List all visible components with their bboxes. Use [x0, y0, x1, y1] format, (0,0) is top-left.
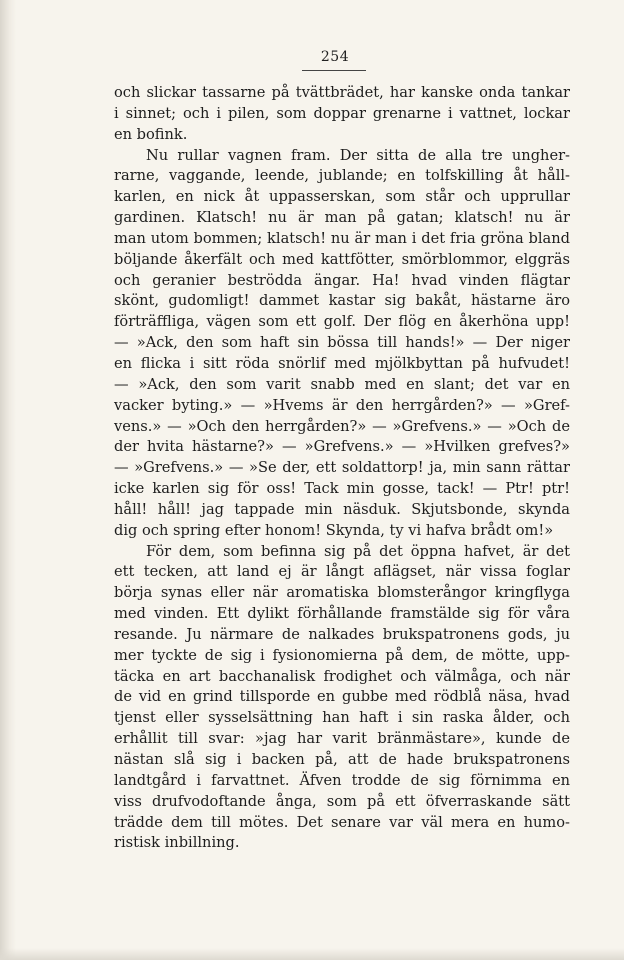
text-line: i sinnet; och i pilen, som doppar grenarne i vattnet, lockar	[114, 104, 570, 122]
page-binding-shadow	[0, 0, 16, 960]
text-line: Nu rullar vagnen fram. Der sitta de alla tre ungher-	[146, 146, 570, 164]
text-line: landtgård i farvattnet. Äfven trodde de sig förnimma en	[114, 771, 570, 789]
text-line: täcka en art bacchanalisk frodighet och välmåga, och när	[114, 667, 570, 685]
text-line: förträffliga, vägen som ett golf. Der flög en åkerhöna upp!	[114, 313, 570, 331]
text-line: nästan slå sig i backen på, att de hade brukspatronens	[114, 751, 570, 768]
text-line: ristisk inbillning.	[114, 834, 240, 852]
text-line: och slickar tassarne på tvättbrädet, har kanske onda tankar	[114, 84, 570, 101]
text-line: gardinen. Klatsch! nu är man på gatan; klatsch! nu är	[114, 209, 570, 227]
text-line: — »Grefvens.» — »Se der, ett soldattorp! ja, min sann rättar	[114, 459, 570, 477]
text-line: viss drufvodoftande ånga, som på ett öfverraskande sätt	[114, 792, 570, 810]
body-text	[114, 83, 570, 854]
text-line: håll! håll! jag tappade min näsduk. Skjutsbonde, skynda	[114, 500, 570, 518]
text-line: rarne, vaggande, leende, jublande; en tolfskilling åt håll-	[114, 167, 570, 185]
text-line: tjenst eller sysselsättning han haft i sin raska ålder, och	[114, 709, 570, 727]
text-line: trädde dem till mötes. Det senare var väl mera en humo-	[114, 813, 570, 831]
text-line: man utom bommen; klatsch! nu är man i det fria gröna bland	[114, 229, 570, 247]
text-line: böljande åkerfält och med kattfötter, smörblommor, elggräs	[114, 250, 570, 268]
text-line: För dem, som befinna sig på det öppna hafvet, är det	[146, 542, 570, 560]
text-line: och geranier beströdda ängar. Ha! hvad vinden flägtar	[114, 271, 570, 289]
text-line: karlen, en nick åt uppasserskan, som står och upprullar	[114, 188, 570, 206]
text-line: erhållit till svar: »jag har varit bränmästare», kunde de	[114, 730, 570, 748]
text-line: dig och spring efter honom! Skynda, ty vi hafva brådt om!»	[114, 521, 554, 539]
text-line: icke karlen sig för oss! Tack min gosse, tack! — Ptr! ptr!	[114, 480, 570, 498]
text-line: börja synas eller när aromatiska blomsterångor kringflyga	[114, 584, 570, 602]
page-bottom-shadow	[0, 948, 624, 960]
text-line: vens.» — »Och den herrgården?» — »Grefvens.» — »Och de	[114, 417, 570, 435]
text-line: en bofink.	[114, 125, 188, 143]
text-line: — »Ack, den som varit snabb med en slant; det var en	[114, 375, 570, 393]
text-line: — »Ack, den som haft sin bössa till hands!» — Der niger	[114, 334, 570, 352]
header-rule	[302, 70, 366, 71]
text-line: mer tyckte de sig i fysionomierna på dem, de mötte, upp-	[114, 646, 570, 664]
text-line: de vid en grind tillsporde en gubbe med rödblå näsa, hvad	[114, 688, 570, 706]
text-line: resande. Ju närmare de nalkades brukspatronens gods, ju	[114, 625, 570, 643]
text-line: vacker byting.» — »Hvems är den herrgården?» — »Gref-	[114, 396, 570, 414]
text-line: med vinden. Ett dylikt förhållande framstälde sig för våra	[114, 605, 570, 623]
page-number: 254	[320, 49, 350, 65]
text-line: en flicka i sitt röda snörlif med mjölkbyttan på hufvudet!	[114, 354, 570, 372]
text-line: der hvita hästarne?» — »Grefvens.» — »Hvilken grefves?»	[114, 438, 570, 456]
text-line: skönt, gudomligt! dammet kastar sig bakåt, hästarne äro	[114, 292, 570, 310]
text-line: ett tecken, att land ej är långt aflägset, när vissa foglar	[114, 563, 570, 581]
